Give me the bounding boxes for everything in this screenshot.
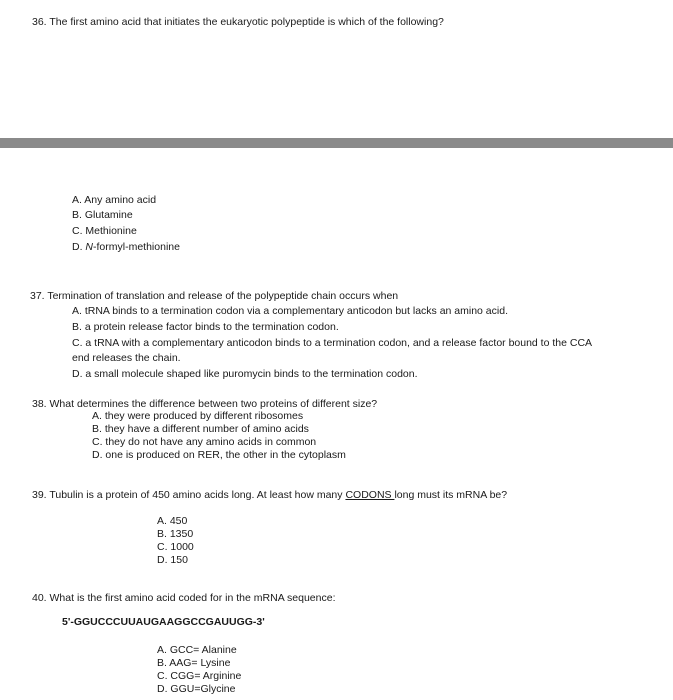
question-39-title [32, 488, 507, 503]
q36-option-d [72, 240, 180, 255]
q39-option-b: B. 1350 [157, 528, 194, 540]
q36-option-d-prefix: D. [72, 241, 86, 253]
q40-option-a: A. GCC= Alanine [157, 644, 237, 656]
question-36-title: 36. The first amino acid that initiates the eukaryotic polypeptide is which of the following? [32, 16, 444, 28]
q38-option-a: A. they were produced by different ribosomes [92, 410, 304, 422]
question-38-title: 38. What determines the difference between two proteins of different size? [32, 398, 378, 410]
q38-option-d: D. one is produced on RER, the other in the cytoplasm [92, 449, 346, 461]
q37-option-b: B. a protein release factor binds to the termination codon. [72, 321, 339, 333]
q37-option-a: A. tRNA binds to a termination codon via a complementary anticodon but lacks an amino acid. [72, 305, 508, 317]
section-divider [0, 138, 673, 148]
q38-option-b: B. they have a different number of amino acids [92, 423, 309, 435]
q39-title-before: 39. Tubulin is a protein of 450 amino acids long. At least how many [32, 489, 346, 501]
q36-option-b: B. Glutamine [72, 209, 133, 221]
mrna-sequence: 5'-GGUCCCUUAUGAAGGCCGAUUGG-3' [62, 616, 265, 628]
q39-option-a: A. 450 [157, 515, 188, 527]
q36-option-c: C. Methionine [72, 225, 137, 237]
q39-title-after: long must its mRNA be? [394, 489, 508, 501]
q37-option-c: C. a tRNA with a complementary anticodon binds to a termination codon, and a release factor bound to the CCA [72, 337, 593, 349]
q39-title-underlined: CODONS [345, 489, 395, 501]
q37-option-d: D. a small molecule shaped like puromycin binds to the termination codon. [72, 368, 418, 380]
q36-option-d-rest: -formyl-methionine [93, 241, 180, 253]
q37-option-c-continued: end releases the chain. [72, 352, 181, 364]
q40-option-c: C. CGG= Arginine [157, 670, 242, 682]
q38-option-c: C. they do not have any amino acids in common [92, 436, 317, 448]
question-37-title: 37. Termination of translation and release of the polypeptide chain occurs when [30, 290, 399, 302]
q40-option-b: B. AAG= Lysine [157, 657, 231, 669]
q39-option-c: C. 1000 [157, 541, 194, 553]
q36-option-a: A. Any amino acid [72, 194, 157, 206]
q36-option-d-italic: N [85, 241, 94, 253]
q39-option-d: D. 150 [157, 554, 188, 566]
question-40-title: 40. What is the first amino acid coded for in the mRNA sequence: [32, 592, 336, 604]
q40-option-d: D. GGU=Glycine [157, 683, 236, 695]
